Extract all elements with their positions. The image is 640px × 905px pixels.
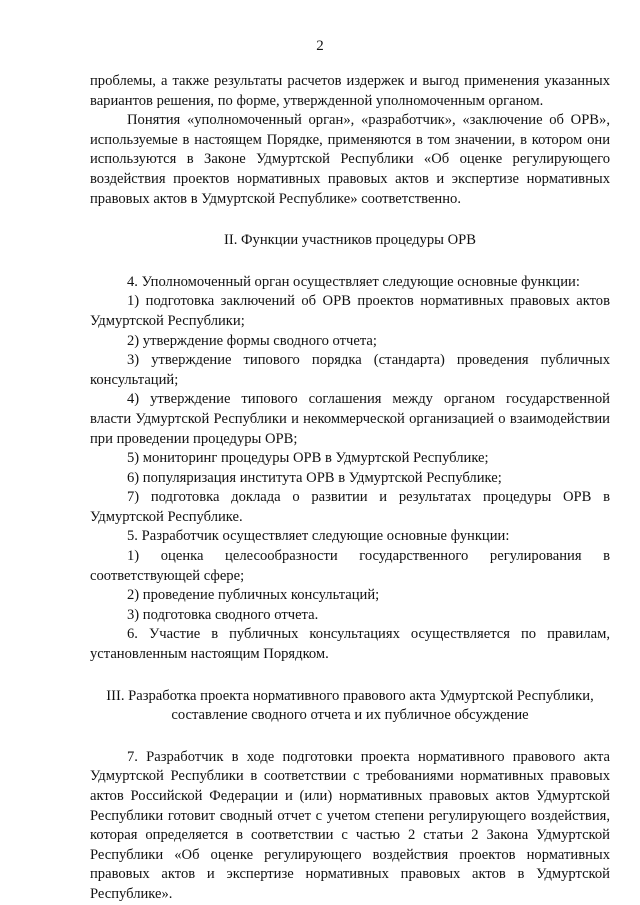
clause-5-item-3: 3) подготовка сводного отчета.: [127, 606, 319, 623]
section-heading-iii-line-1: III. Разработка проекта нормативного правового акта Удмуртской Республики,: [106, 687, 594, 704]
clause-4-item-7: 7) подготовка доклада о развитии и результатах процедуры ОРВ в Удмуртской Республике.: [90, 489, 610, 525]
clause-4-item-3: 3) утверждение типового порядка (стандарта) проведения публичных консультаций;: [90, 352, 610, 388]
clause-4: 4. Уполномоченный орган осуществляет следующие основные функции:: [127, 273, 580, 290]
clause-4-item-6: 6) популяризация института ОРВ в Удмуртской Республике;: [127, 469, 502, 486]
clause-4-item-2: 2) утверждение формы сводного отчета;: [127, 332, 377, 349]
document-body: [90, 72, 610, 905]
clause-6: 6. Участие в публичных консультациях осуществляется по правилам, установленным настоящим Порядком.: [90, 626, 610, 663]
clause-4-item-4: 4) утверждение типового соглашения между органом государственной власти Удмуртской Республики и некоммерческой организацией о взаимодействии при проведении процедуры ОРВ;: [90, 391, 610, 447]
section-heading-iii: [90, 687, 610, 726]
clause-5-item-2: 2) проведение публичных консультаций;: [127, 587, 380, 604]
section-heading-iii-line-2: составление сводного отчета и их публичное обсуждение: [171, 707, 529, 724]
clause-4-item-1: 1) подготовка заключений об ОРВ проектов нормативных правовых актов Удмуртской Республики;: [90, 293, 610, 329]
paragraph-continuation: проблемы, а также результаты расчетов издержек и выгод применения указанных вариантов решения, по форме, утвержденной уполномоченным органом.: [90, 73, 610, 109]
clause-7: 7. Разработчик в ходе подготовки проекта нормативного правового акта Удмуртской Республики в соответствии с требованиями нормативных правовых актов Российской Федерации и (или) нормативных правовых актов Удмуртской Республики готовит сводный отчет с учетом степени регулирующего воздействия, которая определяется в соответствии с частью 2 статьи 2 Закона Удмуртской Республики «Об оценке регулирующего воздействия проектов нормативных правовых актов и экспертизе нормативных правовых актов в Удмуртской Республике».: [90, 748, 610, 902]
paragraph-definitions: Понятия «уполномоченный орган», «разработчик», «заключение об ОРВ», используемые в настоящем Порядке, применяются в том значении, в котором они используются в Законе Удмуртской Республики «Об оценке регулирующего воздействия проектов нормативных правовых актов и экспертизе нормативных правовых актов в Удмуртской Республике» соответственно.: [90, 112, 610, 207]
clause-5-item-1: 1) оценка целесообразности государственного регулирования в соответствующей сфере;: [90, 548, 610, 584]
section-heading-ii: II. Функции участников процедуры ОРВ: [224, 232, 476, 249]
clause-5: 5. Разработчик осуществляет следующие основные функции:: [127, 528, 510, 545]
page-number: 2: [316, 38, 324, 54]
clause-4-item-5: 5) мониторинг процедуры ОРВ в Удмуртской Республике;: [127, 450, 489, 467]
